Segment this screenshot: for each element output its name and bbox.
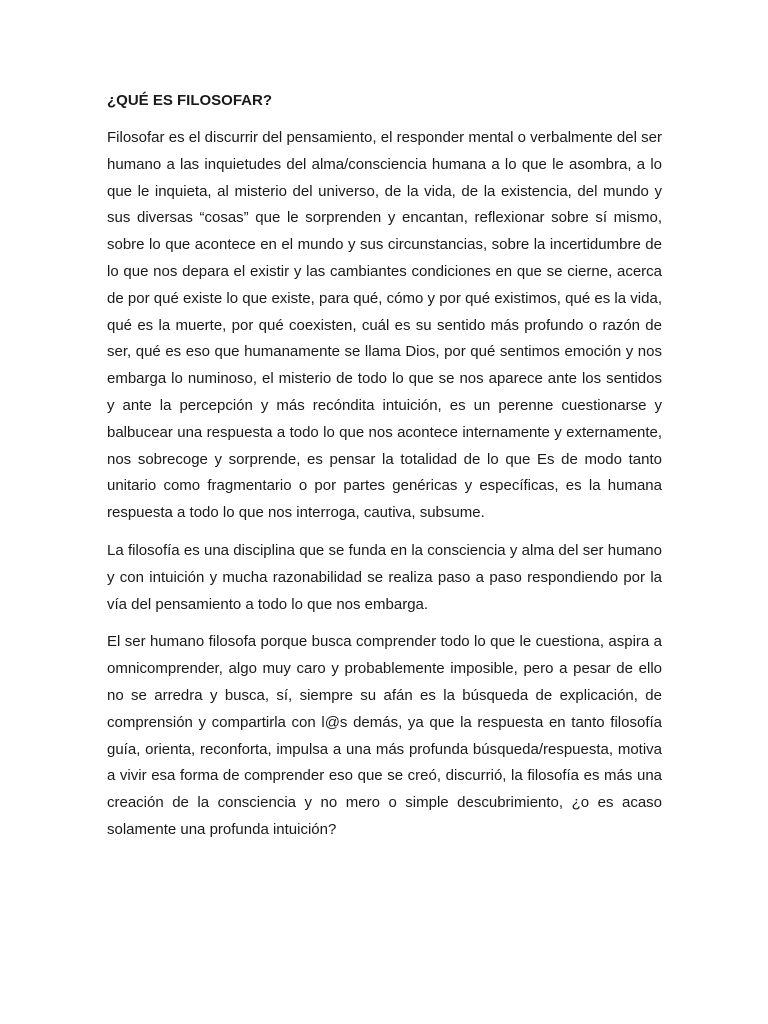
paragraph-2: La filosofía es una disciplina que se funda en la consciencia y alma del ser humano y con intuición y mucha razonabilidad se realiza paso a paso respondiendo por la vía del pensamiento a todo lo que nos embarga.	[107, 541, 662, 613]
document-title: ¿QUÉ ES FILOSOFAR?	[107, 92, 273, 109]
paragraph-3: El ser humano filosofa porque busca comprender todo lo que le cuestiona, aspira a omnicomprender, algo muy caro y probablemente imposible, pero a pesar de ello no se arredra y busca, sí, siempre su afán es la búsqueda de explicación, de comprensión y compartirla con l@s demás, ya que la respuesta en tanto filosofía guía, orienta, reconforta, impulsa a una más profunda búsqueda/respuesta, motiva a vivir esa forma de comprender eso que se creó, discurrió, la filosofía es más una creación de la consciencia y no mero o simple descubrimiento, ¿o es acaso solamente una profunda intuición?	[107, 633, 662, 838]
document-body	[107, 88, 662, 844]
paragraph-1: Filosofar es el discurrir del pensamiento, el responder mental o verbalmente del ser humano a las inquietudes del alma/consciencia humana a lo que le asombra, a lo que le inquieta, al misterio del universo, de la vida, de la existencia, del mundo y sus diversas “cosas” que le sorprenden y encantan, reflexionar sobre sí mismo, sobre lo que acontece en el mundo y sus circunstancias, sobre la incertidumbre de lo que nos depara el existir y las cambiantes condiciones en que se cierne, acerca de por qué existe lo que existe, para qué, cómo y por qué existimos, qué es la vida, qué es la muerte, por qué coexisten, cuál es su sentido más profundo o razón de ser, qué es eso que humanamente se llama Dios, por qué sentimos emoción y nos embarga lo numinoso, el misterio de todo lo que se nos aparece ante los sentidos y ante la percepción y más recóndita intuición, es un perenne cuestionarse y balbucear una respuesta a todo lo que nos acontece internamente y externamente, nos sobrecoge y sorprende, es pensar la totalidad de lo que Es de modo tanto unitario como fragmentario o por partes genéricas y específicas, es la humana respuesta a todo lo que nos interroga, cautiva, subsume.	[107, 129, 662, 522]
